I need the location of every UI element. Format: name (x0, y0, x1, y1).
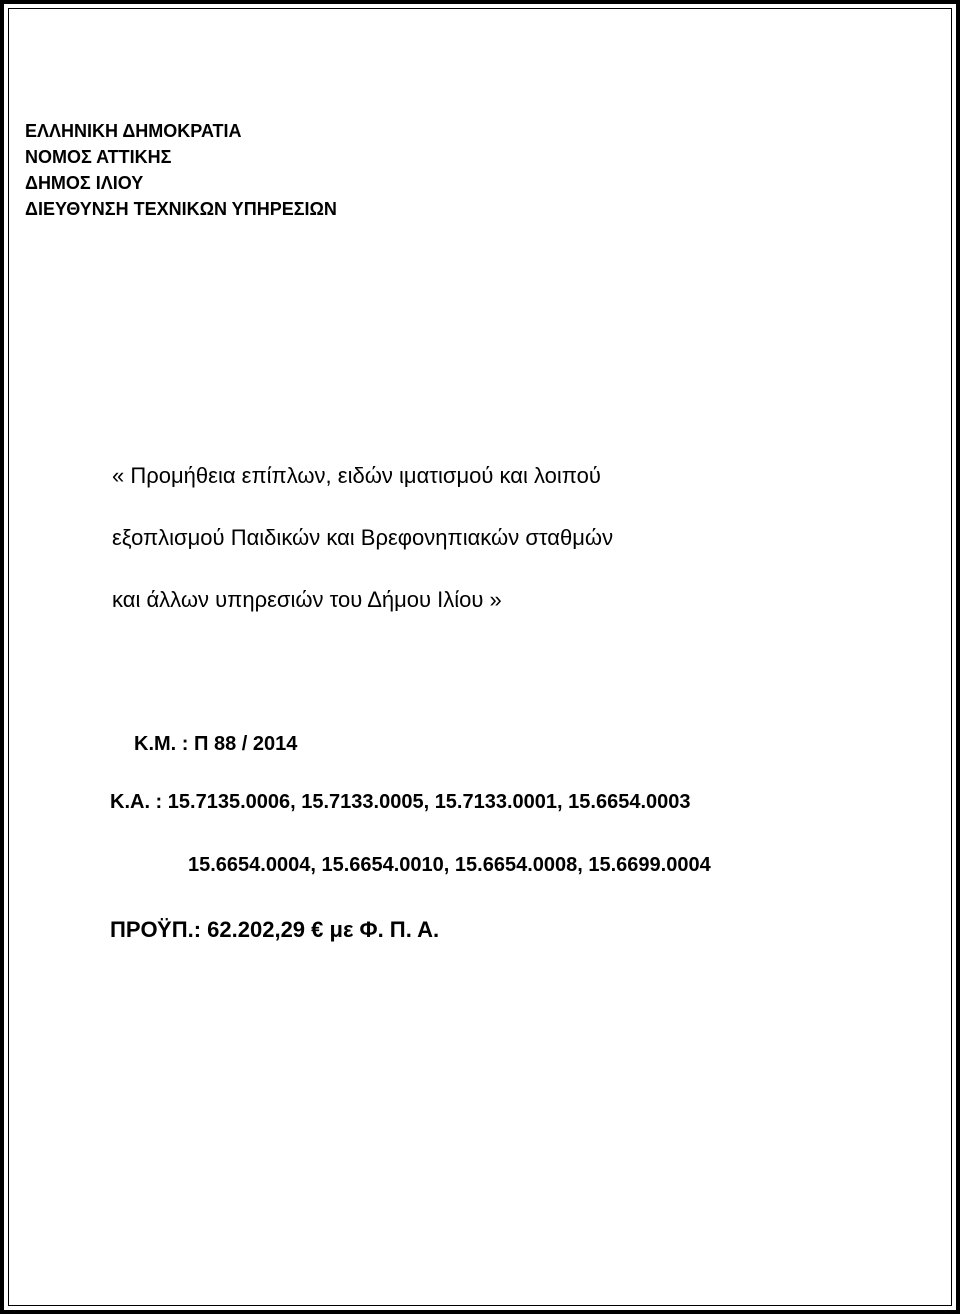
document-header (25, 118, 337, 222)
header-republic: ΕΛΛΗΝΙΚΗ ΔΗΜΟΚΡΑΤΙΑ (25, 121, 242, 141)
budget-amount: ΠΡΟΫΠ.: 62.202,29 € με Φ. Π. Α. (110, 917, 440, 942)
document-title (112, 458, 613, 644)
title-line-3: και άλλων υπηρεσιών του Δήμου Ιλίου » (112, 587, 502, 612)
budget-codes-line-1: Κ.Α. : 15.7135.0006, 15.7133.0005, 15.7133.0001, 15.6654.0003 (110, 791, 691, 813)
header-municipality: ΔΗΜΟΣ ΙΛΙΟΥ (25, 173, 144, 193)
title-line-2: εξοπλισμού Παιδικών και Βρεφονηπιακών σταθμών (112, 525, 614, 550)
title-line-1: « Προμήθεια επίπλων, ειδών ιματισμού και λοιπού (112, 463, 601, 488)
study-number: Κ.Μ. : Π 88 / 2014 (134, 733, 298, 755)
budget-codes-line-2: 15.6654.0004, 15.6654.0010, 15.6654.0008, 15.6699.0004 (188, 854, 711, 876)
header-directorate: ΔΙΕΥΘΥΝΣΗ ΤΕΧΝΙΚΩΝ ΥΠΗΡΕΣΙΩΝ (25, 199, 337, 219)
header-prefecture: ΝΟΜΟΣ ΑΤΤΙΚΗΣ (25, 147, 172, 167)
